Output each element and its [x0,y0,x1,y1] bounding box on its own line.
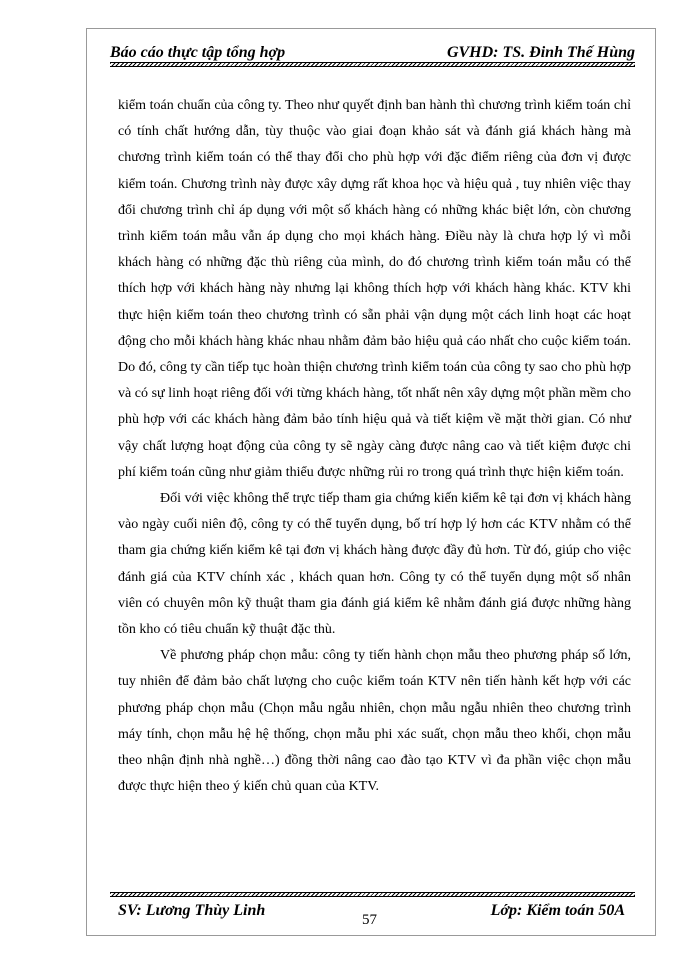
page-number: 57 [362,912,377,928]
page-header [110,38,635,62]
paragraph: kiểm toán chuẩn của công ty. Theo như quyết định ban hành thì chương trình kiểm toán chỉ có tính chất hướng dẫn, tùy thuộc vào giai đoạn khảo sát và đánh giá khách hàng mà chương trình kiểm toán có thể thay đổi cho phù hợp với đặc điểm riêng của đơn vị được kiểm toán. Chương trình này được xây dựng rất khoa học và hiệu quả , tuy nhiên việc thay đổi chương trình chỉ áp dụng với một số khách hàng có những khác biệt lớn, còn chương trình kiểm toán mẫu vẫn áp dụng cho mọi khách hàng. Điều này là chưa hợp lý vì mỗi khách hàng có những đặc thù riêng của mình, do đó chương trình kiểm toán mẫu có thể thích hợp với khách hàng này nhưng lại không thích hợp với khách hàng khác. KTV khi thực hiện kiểm toán theo chương trình có sẵn phải vận dụng một cách linh hoạt các hoạt động cho mỗi khách hàng khác nhau nhằm đảm bảo hiệu quả cáo nhất cho cuộc kiểm toán. Do đó, công ty cần tiếp tục hoàn thiện chương trình kiểm toán của công ty sao cho phù hợp và có sự linh hoạt riêng đối với từng khách hàng, tốt nhất nên xây dựng một phần mềm cho phù hợp với các khách hàng đảm bảo tính hiệu quả và tiết kiệm về mặt thời gian. Có như vậy chất lượng hoạt động của công ty sẽ ngày càng được nâng cao và tiết kiệm được chi phí kiểm toán cũng như giảm thiểu được những rủi ro trong quá trình thực hiện kiểm toán. [118,98,631,480]
footer-rule [110,892,635,897]
paragraph: Về phương pháp chọn mẫu: công ty tiến hành chọn mẫu theo phương pháp số lớn, tuy nhiên để đảm bảo chất lượng cho cuộc kiểm toán KTV nên tiến hành kết hợp với các phương pháp chọn mẫu (Chọn mẫu ngẫu nhiên, chọn mẫu ngẫu nhiên theo chương trình máy tính, chọn mẫu hệ hệ thống, chọn mẫu phi xác suất, chọn mẫu theo khối, chọn mẫu theo nhận định nhà nghề…) đồng thời nâng cao đào tạo KTV vì đa phần việc chọn mẫu được thực hiện theo ý kiến chủ quan của KTV. [118,648,631,795]
page-footer [110,898,635,928]
header-supervisor: GVHD: TS. Đinh Thế Hùng [446,44,635,61]
paragraph: Đối với việc không thể trực tiếp tham gia chứng kiến kiểm kê tại đơn vị khách hàng vào ngày cuối niên độ, công ty có thể tuyển dụng, bố trí hợp lý hơn các KTV nhằm có thể tham gia chứng kiến kiểm kê tại đơn vị khách hàng được đầy đủ hơn. Từ đó, giúp cho việc đánh giá của KTV chính xác , khách quan hơn. Công ty có thể tuyển dụng một số nhân viên có chuyên môn kỹ thuật tham gia đánh giá kiểm kê nhằm đánh giá được những hàng tồn kho có tiêu chuẩn kỹ thuật đặc thù. [118,491,631,638]
header-report-title: Báo cáo thực tập tổng hợp [110,44,286,61]
document-body [118,93,631,800]
footer-student: SV: Lương Thùy Linh [118,902,266,919]
header-rule [110,62,635,67]
footer-class: Lớp: Kiểm toán 50A [490,902,625,919]
